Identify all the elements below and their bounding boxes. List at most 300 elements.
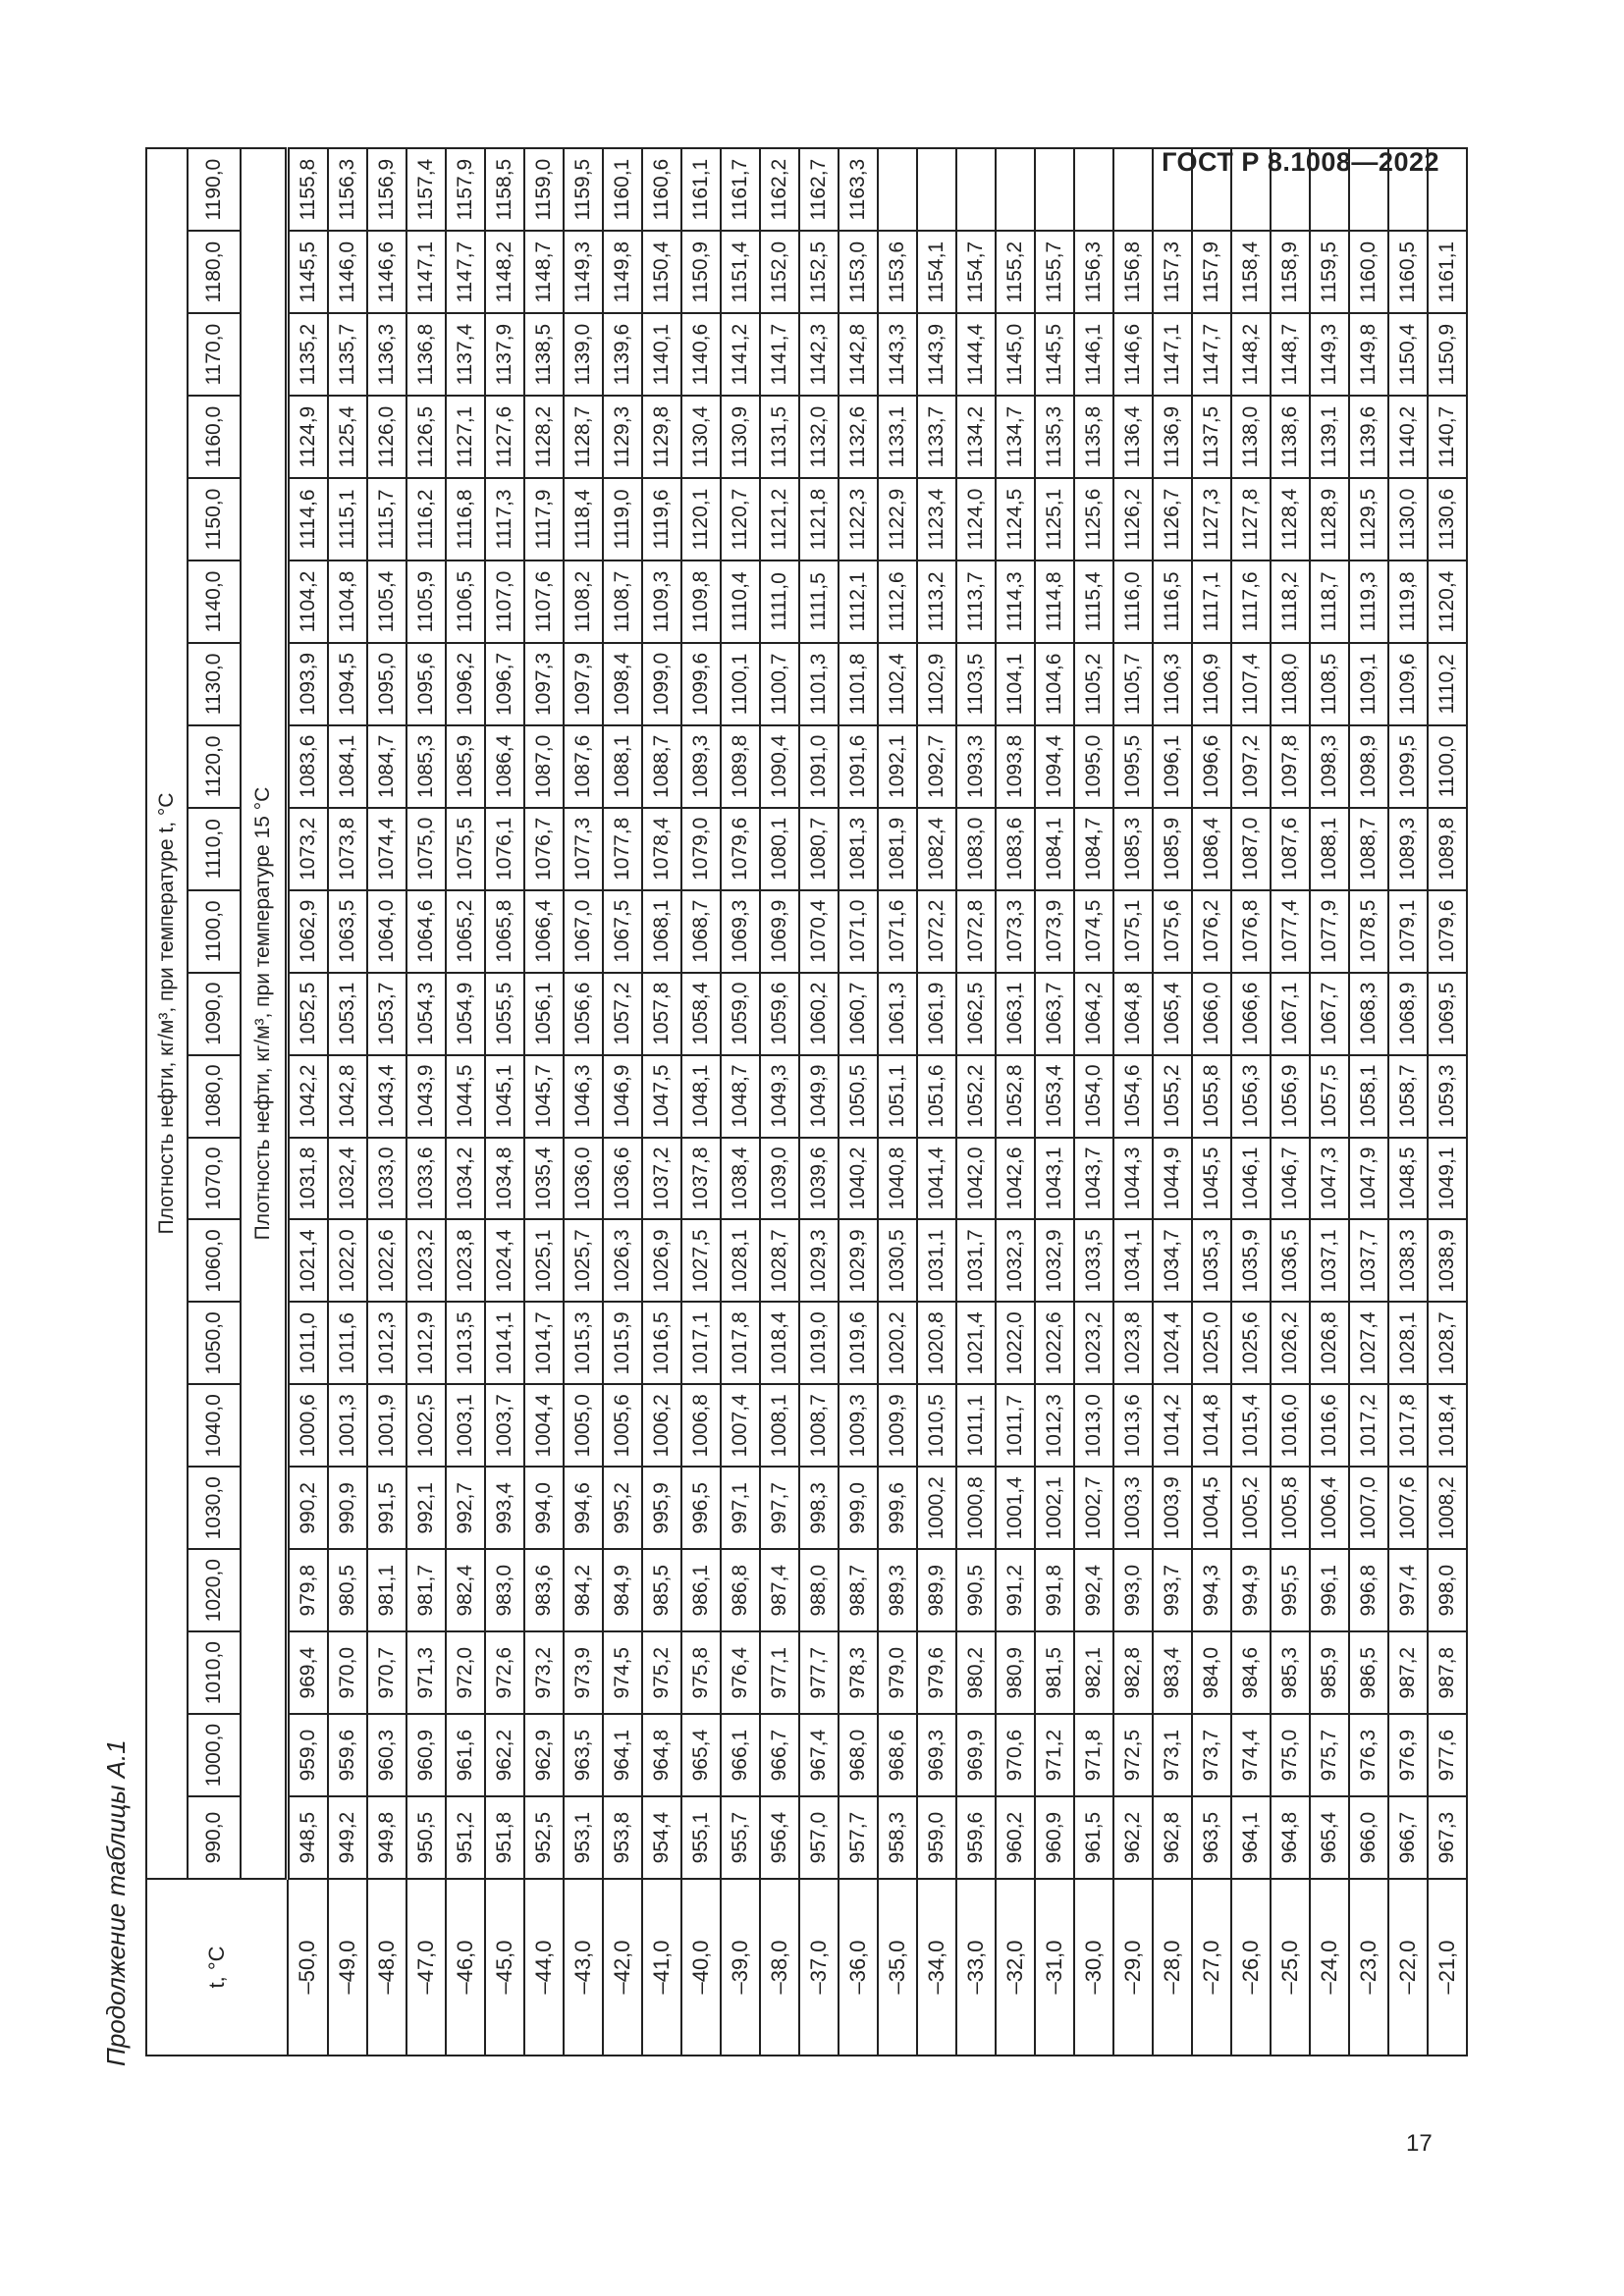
table-row [406,148,446,2056]
density-cell: 1013,0 [1074,1384,1113,1467]
density-cell: 1139,1 [1310,396,1349,478]
density-cell: 1134,2 [956,396,996,478]
density-cell: 951,8 [485,1796,524,1879]
density-cell: 1039,6 [799,1138,839,1220]
column-header: 1000,0 [188,1714,241,1796]
density-cell: 1001,9 [367,1384,406,1467]
density-cell: 1083,6 [996,808,1035,890]
density-cell: 1087,0 [1231,808,1271,890]
density-cell: 1065,2 [446,890,485,973]
density-cell: 1124,5 [996,478,1035,561]
density-cell: 1120,4 [1428,561,1467,643]
density-cell: 969,4 [288,1631,329,1714]
density-cell: 1142,3 [799,313,839,396]
density-cell: 1102,9 [917,643,956,725]
density-cell: 983,6 [524,1549,564,1631]
density-cell: 1079,0 [681,808,721,890]
table-row [1349,148,1388,2056]
density-cell: 1059,0 [721,973,760,1055]
density-cell: 982,4 [446,1549,485,1631]
density-cell [1153,148,1192,231]
density-cell: 1083,0 [956,808,996,890]
density-cell: 993,7 [1153,1549,1192,1631]
density-cell: 1107,4 [1231,643,1271,725]
density-cell: 1130,0 [1388,478,1428,561]
density-cell: 1027,4 [1349,1302,1388,1384]
density-cell [1271,148,1310,231]
column-header: 1110,0 [188,808,241,890]
density-cell: 1068,7 [681,890,721,973]
density-cell: 976,4 [721,1631,760,1714]
table-row [1428,148,1467,2056]
density-cell: 1075,0 [406,808,446,890]
density-cell: 1037,2 [642,1138,681,1220]
density-cell: 982,8 [1113,1631,1153,1714]
density-cell: 1108,0 [1271,643,1310,725]
density-cell: 1012,3 [1035,1384,1074,1467]
density-cell: 1017,2 [1349,1384,1388,1467]
density-cell: 1101,3 [799,643,839,725]
density-cell: 1046,1 [1231,1138,1271,1220]
density-cell: 1089,8 [1428,808,1467,890]
density-cell: 1060,7 [839,973,878,1055]
density-cell: 1108,2 [564,561,603,643]
density-cell: 960,2 [996,1796,1035,1879]
density-cell: 1076,2 [1192,890,1231,973]
density-cell: 996,1 [1310,1549,1349,1631]
density-cell: 963,5 [564,1714,603,1796]
density-cell: 1006,4 [1310,1467,1349,1549]
table-row [1035,148,1074,2056]
density-cell: 1155,8 [288,148,329,231]
density-cell: 1099,0 [642,643,681,725]
density-cell: 1087,6 [564,725,603,808]
density-cell: 1136,9 [1153,396,1192,478]
density-cell: 977,7 [799,1631,839,1714]
density-cell: 1161,7 [721,148,760,231]
density-cell [956,148,996,231]
density-cell: 1042,2 [288,1055,329,1138]
density-cell: 1152,5 [799,231,839,313]
density-cell: 992,7 [446,1467,485,1549]
density-cell: 1156,3 [1074,231,1113,313]
density-cell: 1064,2 [1074,973,1113,1055]
density-cell: 966,1 [721,1714,760,1796]
density-cell: 1067,5 [603,890,642,973]
density-cell: 1157,9 [1192,231,1231,313]
density-cell: 1118,4 [564,478,603,561]
density-cell: 1085,9 [446,725,485,808]
density-cell: 986,1 [681,1549,721,1631]
density-cell: 1081,9 [878,808,917,890]
density-cell: 964,1 [1231,1796,1271,1879]
density-cell: 1010,5 [917,1384,956,1467]
density-cell: 1080,1 [760,808,799,890]
density-cell: 1033,0 [367,1138,406,1220]
column-header: 1070,0 [188,1138,241,1220]
density-cell: 1100,1 [721,643,760,725]
density-cell: 1137,5 [1192,396,1231,478]
density-cell: 1076,8 [1231,890,1271,973]
density-cell: 968,6 [878,1714,917,1796]
density-cell: 972,5 [1113,1714,1153,1796]
density-cell: 990,2 [288,1467,329,1549]
density-cell: 1092,1 [878,725,917,808]
density-cell: 1001,3 [328,1384,367,1467]
density-cell: 1029,9 [839,1220,878,1303]
density-cell: 1108,5 [1310,643,1349,725]
density-cell: 1008,2 [1428,1467,1467,1549]
density-cell: 1031,8 [288,1138,329,1220]
table-row [799,148,839,2056]
density-cell: 990,9 [328,1467,367,1549]
density-cell: 1030,5 [878,1220,917,1303]
density-cell: 1135,2 [288,313,329,396]
density-cell: 1150,9 [1428,313,1467,396]
density-cell: 1119,8 [1388,561,1428,643]
density-cell: 1110,2 [1428,643,1467,725]
density-cell: 1059,6 [760,973,799,1055]
density-cell: 983,0 [485,1549,524,1631]
density-cell: 1161,1 [681,148,721,231]
temperature-cell: –25,0 [1271,1879,1310,2056]
column-header: 1080,0 [188,1055,241,1138]
density-cell: 1156,8 [1113,231,1153,313]
density-cell: 1006,8 [681,1384,721,1467]
density-cell: 1043,1 [1035,1138,1074,1220]
density-cell: 1097,8 [1271,725,1310,808]
density-cell: 1145,5 [288,231,329,313]
density-cell: 1149,8 [603,231,642,313]
density-cell: 1074,5 [1074,890,1113,973]
density-cell: 1037,8 [681,1138,721,1220]
density-cell: 1082,4 [917,808,956,890]
density-cell: 1158,4 [1231,231,1271,313]
density-cell: 1144,4 [956,313,996,396]
density-cell: 1114,3 [996,561,1035,643]
density-cell: 1063,1 [996,973,1035,1055]
density-cell: 1077,3 [564,808,603,890]
density-cell: 1048,5 [1388,1138,1428,1220]
density-cell: 1058,1 [1349,1055,1388,1138]
density-cell: 1047,9 [1349,1138,1388,1220]
density-cell: 1099,5 [1388,725,1428,808]
density-cell: 1093,9 [288,643,329,725]
density-cell: 1046,3 [564,1055,603,1138]
density-cell: 1113,7 [956,561,996,643]
density-cell: 961,6 [446,1714,485,1796]
density-cell: 1128,2 [524,396,564,478]
density-cell: 1159,5 [1310,231,1349,313]
density-cell: 961,5 [1074,1796,1113,1879]
density-cell: 988,7 [839,1549,878,1631]
density-cell [1231,148,1271,231]
density-cell: 1153,0 [839,231,878,313]
density-cell: 1003,7 [485,1384,524,1467]
density-cell: 1110,4 [721,561,760,643]
density-cell: 1054,6 [1113,1055,1153,1138]
density-cell: 1080,7 [799,808,839,890]
density-cell: 1022,0 [328,1220,367,1303]
density-cell: 959,0 [288,1714,329,1796]
column-header: 1090,0 [188,973,241,1055]
density-cell: 1053,4 [1035,1055,1074,1138]
density-cell: 1036,6 [603,1138,642,1220]
density-cell: 1039,0 [760,1138,799,1220]
density-cell: 1158,9 [1271,231,1310,313]
density-cell: 1024,4 [485,1220,524,1303]
density-cell: 1115,4 [1074,561,1113,643]
density-cell: 999,6 [878,1467,917,1549]
density-cell: 1131,5 [760,396,799,478]
density-cell: 1046,9 [603,1055,642,1138]
density-cell: 1081,3 [839,808,878,890]
density-cell: 1096,7 [485,643,524,725]
density-cell: 1096,1 [1153,725,1192,808]
density-cell: 1140,2 [1388,396,1428,478]
density-cell: 1127,1 [446,396,485,478]
column-header: 1160,0 [188,396,241,478]
top-density-header: Плотность нефти, кг/м³, при температуре t, °C [146,148,188,1879]
density-cell: 997,4 [1388,1549,1428,1631]
density-cell: 1146,6 [367,231,406,313]
density-cell: 1135,7 [328,313,367,396]
density-cell: 1105,9 [406,561,446,643]
density-cell: 971,2 [1035,1714,1074,1796]
density-cell: 1044,5 [446,1055,485,1138]
density-cell: 963,5 [1192,1796,1231,1879]
density-cell: 1135,3 [1035,396,1074,478]
density-cell: 964,1 [603,1714,642,1796]
density-cell: 1129,8 [642,396,681,478]
density-cell: 1116,5 [1153,561,1192,643]
density-table [145,147,1468,2056]
density-cell: 1139,6 [1349,396,1388,478]
temperature-cell: –24,0 [1310,1879,1349,2056]
density-cell: 1057,2 [603,973,642,1055]
density-cell: 1031,1 [917,1220,956,1303]
density-cell: 1013,6 [1113,1384,1153,1467]
density-cell: 1127,8 [1231,478,1271,561]
density-cell: 1054,0 [1074,1055,1113,1138]
density-cell: 1077,4 [1271,890,1310,973]
density-cell: 1091,6 [839,725,878,808]
density-cell: 1032,9 [1035,1220,1074,1303]
density-cell: 1061,9 [917,973,956,1055]
density-cell: 1005,2 [1231,1467,1271,1549]
density-cell: 1088,7 [642,725,681,808]
density-cell: 1034,1 [1113,1220,1153,1303]
temperature-cell: –29,0 [1113,1879,1153,2056]
temperature-cell: –38,0 [760,1879,799,2056]
density-cell [1310,148,1349,231]
density-cell: 1109,3 [642,561,681,643]
density-cell [1192,148,1231,231]
density-cell: 1017,1 [681,1302,721,1384]
density-cell: 962,2 [485,1714,524,1796]
density-cell: 1150,9 [681,231,721,313]
density-cell: 971,8 [1074,1714,1113,1796]
temperature-cell: –46,0 [446,1879,485,2056]
column-header: 1100,0 [188,890,241,973]
density-cell: 1087,6 [1271,808,1310,890]
density-cell: 984,0 [1192,1631,1231,1714]
density-cell: 1107,0 [485,561,524,643]
density-cell: 1058,7 [1388,1055,1428,1138]
table-row [524,148,564,2056]
density-cell: 1143,9 [917,313,956,396]
density-cell: 1149,8 [1349,313,1388,396]
density-cell: 1056,1 [524,973,564,1055]
density-cell: 948,5 [288,1796,329,1879]
density-cell: 1119,6 [642,478,681,561]
density-cell: 1104,8 [328,561,367,643]
density-cell: 1028,7 [760,1220,799,1303]
density-cell: 1121,8 [799,478,839,561]
density-cell: 1057,8 [642,973,681,1055]
density-cell: 965,4 [681,1714,721,1796]
density-cell: 1001,4 [996,1467,1035,1549]
density-cell: 1156,3 [328,148,367,231]
density-cell: 1146,0 [328,231,367,313]
density-cell: 1104,2 [288,561,329,643]
table-row [1153,148,1192,2056]
density-cell: 1094,4 [1035,725,1074,808]
density-cell: 1064,8 [1113,973,1153,1055]
density-cell: 999,0 [839,1467,878,1549]
density-cell: 1018,4 [1428,1384,1467,1467]
column-header: 1140,0 [188,561,241,643]
density-cell: 1054,9 [446,973,485,1055]
density-cell: 989,9 [917,1549,956,1631]
density-cell: 1014,7 [524,1302,564,1384]
density-cell: 1109,8 [681,561,721,643]
density-cell: 1074,4 [367,808,406,890]
temperature-cell: –44,0 [524,1879,564,2056]
density-cell: 1018,4 [760,1302,799,1384]
density-cell: 1162,2 [760,148,799,231]
density-cell: 1148,7 [1271,313,1310,396]
density-cell: 1019,0 [799,1302,839,1384]
density-cell: 1042,6 [996,1138,1035,1220]
column-header: 1120,0 [188,725,241,808]
density-cell: 1093,3 [956,725,996,808]
temperature-cell: –48,0 [367,1879,406,2056]
table-row [642,148,681,2056]
density-cell: 994,0 [524,1467,564,1549]
density-cell: 1077,9 [1310,890,1349,973]
density-cell: 972,0 [446,1631,485,1714]
density-cell: 1093,8 [996,725,1035,808]
density-cell: 1160,1 [603,148,642,231]
temperature-cell: –33,0 [956,1879,996,2056]
density-cell: 1076,1 [485,808,524,890]
density-cell: 1056,6 [564,973,603,1055]
density-cell: 1073,2 [288,808,329,890]
table-row [1310,148,1349,2056]
table-row [996,148,1035,2056]
density-cell: 1072,8 [956,890,996,973]
density-cell: 1020,2 [878,1302,917,1384]
table-row [956,148,996,2056]
density-cell: 1055,2 [1153,1055,1192,1138]
density-cell: 1000,2 [917,1467,956,1549]
density-cell: 954,4 [642,1796,681,1879]
density-cell: 1024,4 [1153,1302,1192,1384]
density-cell: 1148,7 [524,231,564,313]
density-cell: 1122,9 [878,478,917,561]
table-row [1271,148,1310,2056]
density-cell: 1011,1 [956,1384,996,1467]
density-cell: 1016,5 [642,1302,681,1384]
density-cell: 986,5 [1349,1631,1388,1714]
temperature-cell: –40,0 [681,1879,721,2056]
column-header: 1150,0 [188,478,241,561]
density-cell: 1028,7 [1428,1302,1467,1384]
density-cell: 966,7 [1388,1796,1428,1879]
density-cell: 993,0 [1113,1549,1153,1631]
density-cell: 979,6 [917,1631,956,1714]
density-cell: 1064,0 [367,890,406,973]
density-cell: 1014,8 [1192,1384,1231,1467]
density-cell: 1067,7 [1310,973,1349,1055]
density-cell: 1094,5 [328,643,367,725]
density-cell: 1027,5 [681,1220,721,1303]
density-cell: 1045,5 [1192,1138,1231,1220]
density-cell: 1051,1 [878,1055,917,1138]
density-cell: 1040,8 [878,1138,917,1220]
density-cell: 971,3 [406,1631,446,1714]
density-cell: 1011,6 [328,1302,367,1384]
density-cell: 1147,7 [446,231,485,313]
column-header: 1020,0 [188,1549,241,1631]
density-cell: 993,4 [485,1467,524,1549]
density-cell: 991,8 [1035,1549,1074,1631]
density-cell: 1007,6 [1388,1467,1428,1549]
density-cell: 1043,9 [406,1055,446,1138]
density-cell: 953,1 [564,1796,603,1879]
density-cell: 1052,2 [956,1055,996,1138]
density-cell: 957,0 [799,1796,839,1879]
density-cell: 1096,2 [446,643,485,725]
density-cell: 995,9 [642,1467,681,1549]
density-cell: 1038,3 [1388,1220,1428,1303]
column-header: 1060,0 [188,1220,241,1303]
density-cell: 1149,3 [1310,313,1349,396]
temperature-cell: –42,0 [603,1879,642,2056]
density-cell: 1078,4 [642,808,681,890]
density-cell: 1084,1 [1035,808,1074,890]
density-cell: 949,8 [367,1796,406,1879]
column-header: 990,0 [188,1796,241,1879]
density-cell: 998,3 [799,1467,839,1549]
density-cell: 1016,0 [1271,1384,1310,1467]
density-cell: 1105,7 [1113,643,1153,725]
density-cell: 1026,8 [1310,1302,1349,1384]
density-cell: 1146,1 [1074,313,1113,396]
density-cell: 984,6 [1231,1631,1271,1714]
density-cell: 1105,4 [367,561,406,643]
density-cell: 1162,7 [799,148,839,231]
density-cell: 1006,2 [642,1384,681,1467]
density-cell: 1139,6 [603,313,642,396]
density-cell: 1028,1 [721,1220,760,1303]
density-cell: 1096,6 [1192,725,1231,808]
density-cell: 1041,4 [917,1138,956,1220]
temperature-cell: –32,0 [996,1879,1035,2056]
density-cell: 1023,8 [446,1220,485,1303]
density-cell: 1158,5 [485,148,524,231]
